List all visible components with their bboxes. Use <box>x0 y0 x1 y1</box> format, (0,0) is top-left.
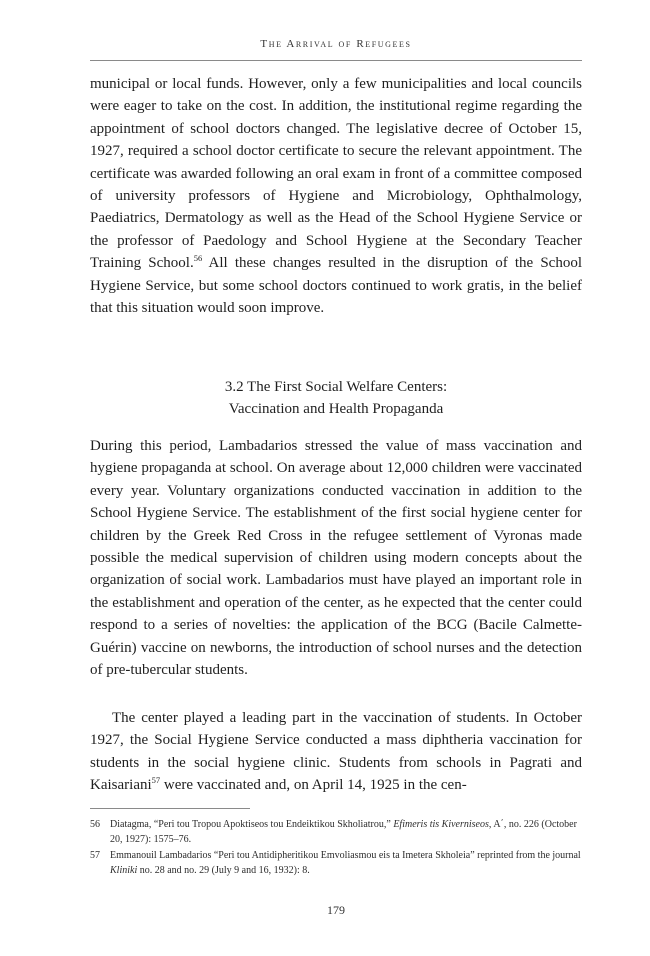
paragraph-text <box>90 73 582 319</box>
paragraph-text-part: All these changes resulted in the disruption of the School Hygiene Service, but some school doctors continued to work gratis, in the belief that this situation would soon improve. <box>90 255 582 317</box>
footnote-number: 56 <box>90 819 100 830</box>
running-head: The Arrival of Refugees <box>260 38 412 50</box>
footnote-56 <box>90 818 582 847</box>
body-paragraph-1 <box>90 73 582 319</box>
body-paragraph-2 <box>90 435 582 681</box>
footnote-italic-title: Kliniki <box>110 864 138 876</box>
footnote-57 <box>90 849 582 878</box>
footnotes <box>90 818 582 880</box>
section-heading <box>90 376 582 421</box>
page-number: 179 <box>327 903 345 917</box>
footnote-text <box>110 818 582 847</box>
section-heading-line-2: Vaccination and Health Propaganda <box>228 401 444 418</box>
footnote-rule <box>90 808 250 809</box>
footnote-ref-56[interactable]: 56 <box>193 253 203 264</box>
footnote-text-part: no. 28 and no. 29 (July 9 and 16, 1932): 8. <box>137 864 310 876</box>
footnote-text-part: , A΄, no. 226 (October 20, 1927): 1575–76. <box>110 819 577 845</box>
paragraph-text-part: municipal or local funds. However, only a few municipalities and local councils were eager to take on the cost. In addition, the institutional regime regarding the appointment of school doctors changed. The legislative decree of October 15, 1927, required a school doctor certificate to secure the relevant appointment. The certificate was awarded following an oral exam in front of a committee composed of university professors of Hygiene and Microbiology, Ophthalmology, Paediatrics, Dermatology as well as the Head of the School Hygiene Service or the professor of Paedology and School Hygiene at the Secondary Teacher Training School. <box>90 76 582 272</box>
footnote-text-part: Diatagma, “Peri tou Tropou Apoktiseos tou Endeiktikou Skholiatrou,” <box>110 819 394 830</box>
paragraph-text: During this period, Lambadarios stressed the value of mass vaccination and hygiene propaganda at school. On average about 12,000 children were vaccinated every year. Voluntary organizations conducted vaccination in addition to the School Hygiene Service. The establishment of the first social hygiene center for children by the Greek Red Cross in the refugee settlement of Vyronas made possible the medical supervision of children using modern concepts about the organization of social work. Lambadarios must have played an important role in the establishment and operation of the center, as he expected that the center could respond to a series of novelties: the application of the BCG (Bacile Calmette-Guérin) vaccine on newborns, the introduction of school nurses and the detection of pre-tubercular students. <box>90 438 582 679</box>
paragraph-text-part: were vaccinated and, on April 14, 1925 in the cen- <box>160 777 467 794</box>
footnote-italic-title: Efimeris tis Kiverniseos <box>393 819 489 830</box>
footnote-text-part: Emmanouil Lambadarios “Peri tou Antidipheritikou Emvoliasmou eis ta Imetera Skholeia” reprinted from the journal <box>110 850 581 861</box>
paragraph-text-part: The center played a leading part in the vaccination of students. In October 1927, the Social Hygiene Service conducted a mass diphtheria vaccination for students in the social hygiene clinic. Students from schools in Pagrati and Kaisariani <box>90 710 582 794</box>
footnote-ref-57[interactable]: 57 <box>151 775 161 786</box>
header-rule <box>90 60 582 61</box>
footnote-number: 57 <box>90 850 100 861</box>
body-paragraph-3 <box>90 707 582 797</box>
section-heading-line-1: 3.2 The First Social Welfare Centers: <box>224 379 448 395</box>
paragraph-text <box>90 707 582 797</box>
footnote-text <box>110 849 582 878</box>
